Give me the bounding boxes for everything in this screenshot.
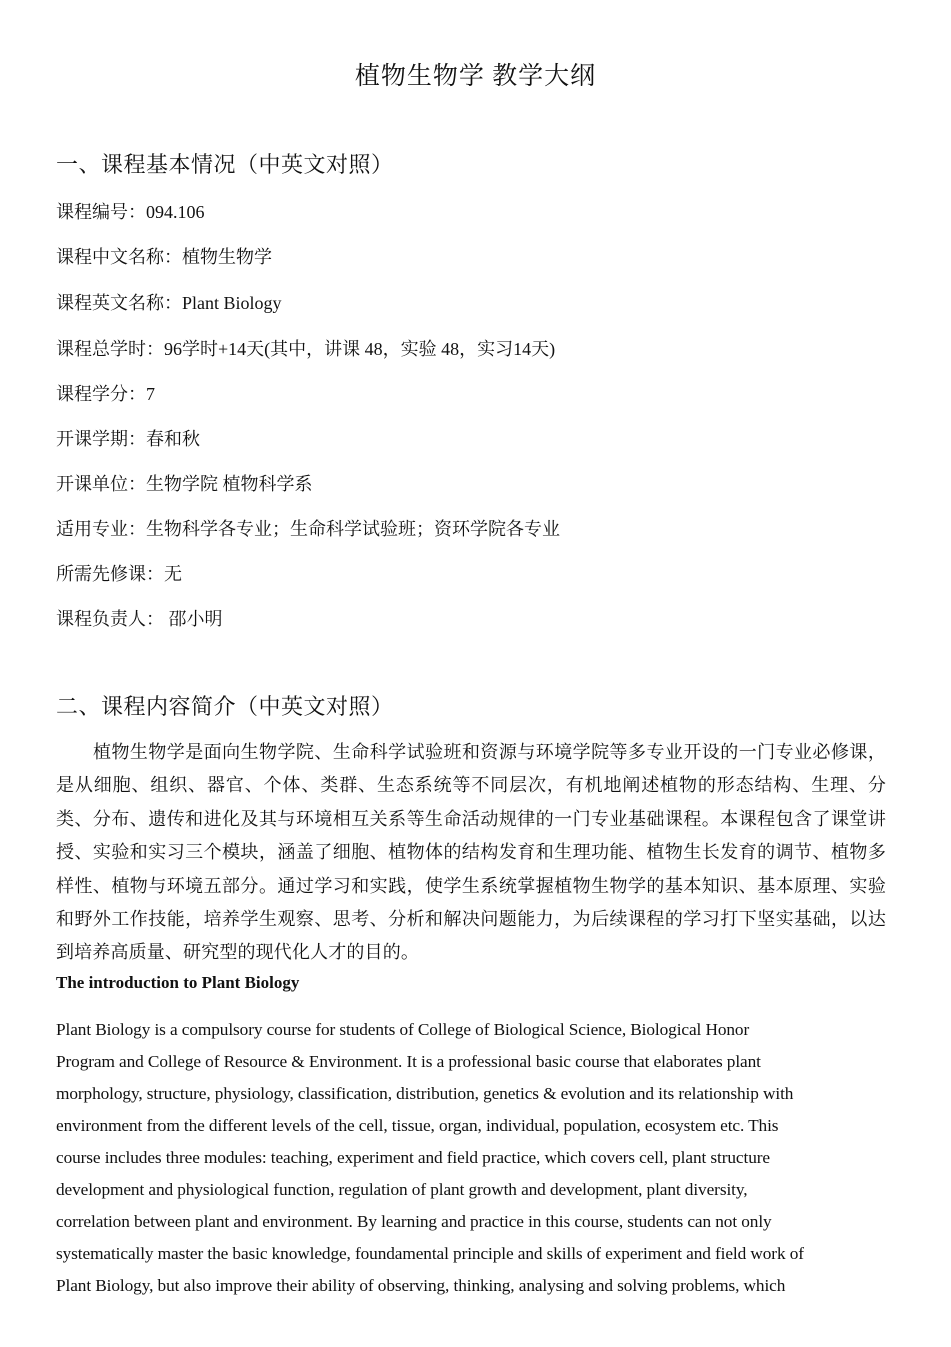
field-course-code	[56, 198, 205, 224]
field-value: 094.106	[146, 202, 205, 222]
field-value: 邵小明	[164, 609, 223, 629]
field-total-hours	[56, 335, 555, 361]
section-heading-content-intro: 二、课程内容简介（中英文对照）	[56, 694, 394, 719]
field-label: 课程学分：	[56, 384, 146, 404]
field-value: 生物学院 植物科学系	[146, 474, 313, 494]
field-course-name-en	[56, 289, 282, 315]
field-label: 所需先修课：	[56, 564, 164, 584]
field-label: 课程总学时：	[56, 339, 164, 359]
intro-en-line: Plant Biology, but also improve their ability of observing, thinking, analysing and solving problems, which	[56, 1276, 786, 1295]
field-label: 课程编号：	[56, 202, 146, 222]
field-value: 植物生物学	[182, 247, 272, 267]
field-value: 96学时+14天(其中，讲课 48，实验 48，实习14天)	[164, 339, 556, 359]
field-credits	[56, 380, 155, 406]
field-label: 课程负责人：	[56, 609, 164, 629]
intro-en-line: Program and College of Resource & Environment. It is a professional basic course that elaborates plant	[56, 1052, 761, 1071]
field-department	[56, 470, 313, 496]
field-course-leader	[56, 605, 223, 631]
field-prerequisites	[56, 560, 182, 586]
field-label: 开课学期：	[56, 429, 146, 449]
field-label: 课程英文名称：	[56, 293, 182, 313]
field-value: 无	[164, 564, 182, 584]
intro-en-line: course includes three modules: teaching, experiment and field practice, which covers cell, plant structure	[56, 1148, 770, 1167]
field-course-name-cn	[56, 243, 272, 269]
field-value: 春和秋	[146, 429, 200, 449]
intro-en-line: correlation between plant and environment. By learning and practice in this course, students can not only	[56, 1212, 772, 1231]
field-value: 生物科学各专业；生命科学试验班；资环学院各专业	[146, 519, 560, 539]
intro-en-line: Plant Biology is a compulsory course for students of College of Biological Science, Biological Honor	[56, 1020, 750, 1039]
intro-en-line: systematically master the basic knowledge, foundamental principle and skills of experiment and field work of	[56, 1244, 804, 1263]
field-value: 7	[146, 384, 155, 404]
field-label: 适用专业：	[56, 519, 146, 539]
field-label: 课程中文名称：	[56, 247, 182, 267]
intro-en-line: morphology, structure, physiology, classification, distribution, genetics & evolution and its relationship with	[56, 1084, 794, 1103]
intro-heading-en: The introduction to Plant Biology	[56, 973, 300, 992]
field-applicable-majors	[56, 515, 560, 541]
field-label: 开课单位：	[56, 474, 146, 494]
intro-paragraph-en	[56, 1014, 901, 1302]
section-heading-basic-info: 一、课程基本情况（中英文对照）	[56, 152, 394, 177]
intro-en-line: environment from the different levels of the cell, tissue, organ, individual, population, ecosystem etc. This	[56, 1116, 779, 1135]
field-semester	[56, 425, 200, 451]
intro-en-line: development and physiological function, regulation of plant growth and development, plant diversity,	[56, 1180, 748, 1199]
intro-paragraph-cn: 植物生物学是面向生物学院、生命科学试验班和资源与环境学院等多专业开设的一门专业必修课，是从细胞、组织、器官、个体、类群、生态系统等不同层次，有机地阐述植物的形态结构、生理、分类、分布、遗传和进化及其与环境相互关系等生命活动规律的一门专业基础课程。本课程包含了课堂讲授、实验和实习三个模块，涵盖了细胞、植物体的结构发育和生理功能、植物生长发育的调节、植物多样性、植物与环境五部分。通过学习和实践，使学生系统掌握植物生物学的基本知识、基本原理、实验和野外工作技能，培养学生观察、思考、分析和解决问题能力，为后续课程的学习打下坚实基础，以达到培养高质量、研究型的现代化人才的目的。	[56, 742, 886, 963]
document-title: 植物生物学 教学大纲	[354, 63, 597, 90]
field-value: Plant Biology	[182, 293, 282, 313]
